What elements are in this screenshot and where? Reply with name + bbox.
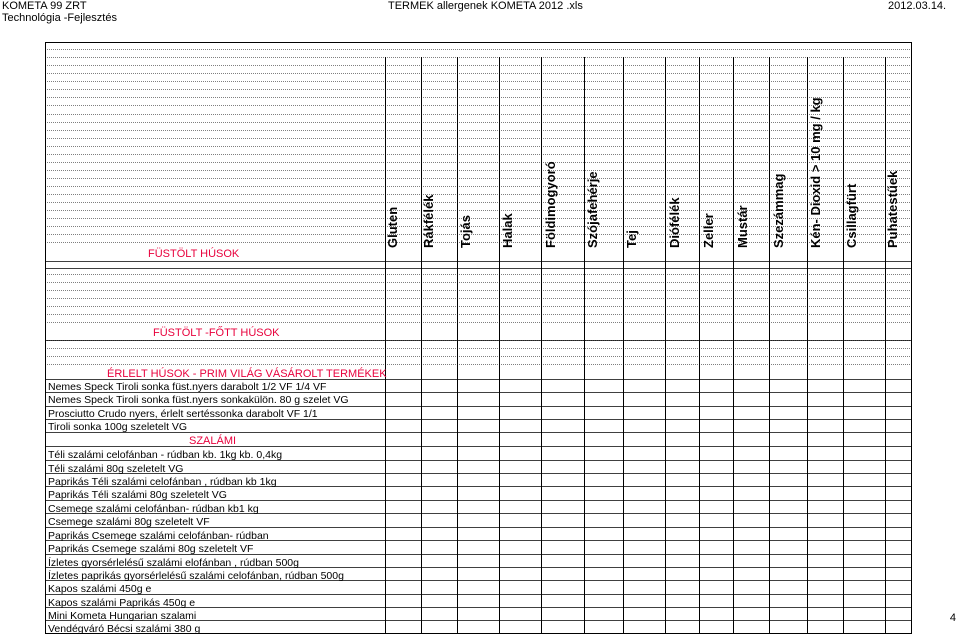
col-header-mustar: Mustár: [735, 205, 750, 248]
product-row: Téli szalámi celofánban - rúdban kb. 1kg kb. 0,4kg: [48, 449, 283, 461]
product-row: Csemege szalámi celofánban- rúdban kb1 kg: [48, 503, 259, 515]
col-header-tojas: Tojás: [458, 215, 473, 248]
product-row: Csemege szalámi 80g szeletelt VF: [48, 516, 210, 528]
company-name: KOMETA 99 ZRT: [2, 0, 87, 12]
col-header-diofelek: Diófélék: [667, 197, 682, 248]
product-row: Paprikás Téli szalámi 80g szeletelt VG: [48, 489, 227, 501]
product-row: Nemes Speck Tiroli sonka füst.nyers sonkakülön. 80 g szelet VG: [48, 394, 349, 406]
col-header-foldimogyoro: Földimogyoró: [543, 161, 558, 248]
col-header-csillagfurt: Csillagfürt: [844, 183, 859, 248]
page-number: 4: [949, 612, 956, 624]
product-row: Tiroli sonka 100g szeletelt VG: [48, 421, 188, 433]
col-header-zeller: Zeller: [701, 213, 716, 248]
product-row: Nemes Speck Tiroli sonka füst.nyers darabolt 1/2 VF 1/4 VF: [48, 381, 327, 393]
col-header-ken-dioxid: Kén- Dioxid > 10 mg / kg: [808, 97, 823, 248]
print-date: 2012.03.14.: [888, 0, 947, 12]
product-row: Kapos szalámi 450g e: [48, 583, 152, 595]
product-row: Ízletes gyorsérlelésű szalámi elofánban , rúdban 500g: [48, 557, 299, 569]
product-row: Paprikás Csemege szalámi 80g szeletelt VF: [48, 543, 254, 555]
product-row: Téli szalámi 80g szeletelt VG: [48, 463, 184, 475]
product-row: Vendégváró Bécsi szalámi 380 g: [48, 623, 201, 635]
section-erlelt-husok: ÉRLELT HÚSOK - PRIM VILÁG VÁSÁROLT TERMÉKEK: [107, 368, 387, 380]
product-row: Kapos szalámi Paprikás 450g e: [48, 597, 196, 609]
col-header-tej: Tej: [624, 230, 639, 248]
file-title: TERMEK allergenek KOMETA 2012 .xls: [388, 0, 583, 12]
product-row: Ízletes paprikás gyorsérlelésű szalámi celofánban, rúdban 500g: [48, 570, 344, 582]
section-fustolt-fott-husok: FÜSTÖLT -FŐTT HÚSOK: [153, 327, 280, 339]
department-name: Technológia -Fejlesztés: [2, 12, 117, 24]
col-header-rakfelek: Rákfélék: [421, 194, 436, 248]
allergen-spreadsheet: [45, 42, 912, 634]
section-szalami: SZALÁMI: [189, 435, 237, 447]
col-header-halak: Halak: [500, 213, 515, 248]
col-header-szezammag: Szezámmag: [771, 173, 786, 248]
col-header-szojafeherje: Szójafehérje: [585, 171, 600, 248]
product-row: Paprikás Téli szalámi celofánban , rúdban kb 1kg: [48, 476, 277, 488]
section-fustolt-husok: FÜSTÖLT HÚSOK: [148, 248, 240, 260]
col-header-puhatestuek: Puhatestűek: [885, 170, 900, 248]
col-header-gluten: Gluten: [385, 206, 400, 248]
product-row: Mini Kometa Hungarian szalami: [48, 610, 197, 622]
product-row: Paprikás Csemege szalámi celofánban- rúdban: [48, 530, 269, 542]
product-row: Prosciutto Crudo nyers, érlelt sertéssonka darabolt VF 1/1: [48, 408, 318, 420]
